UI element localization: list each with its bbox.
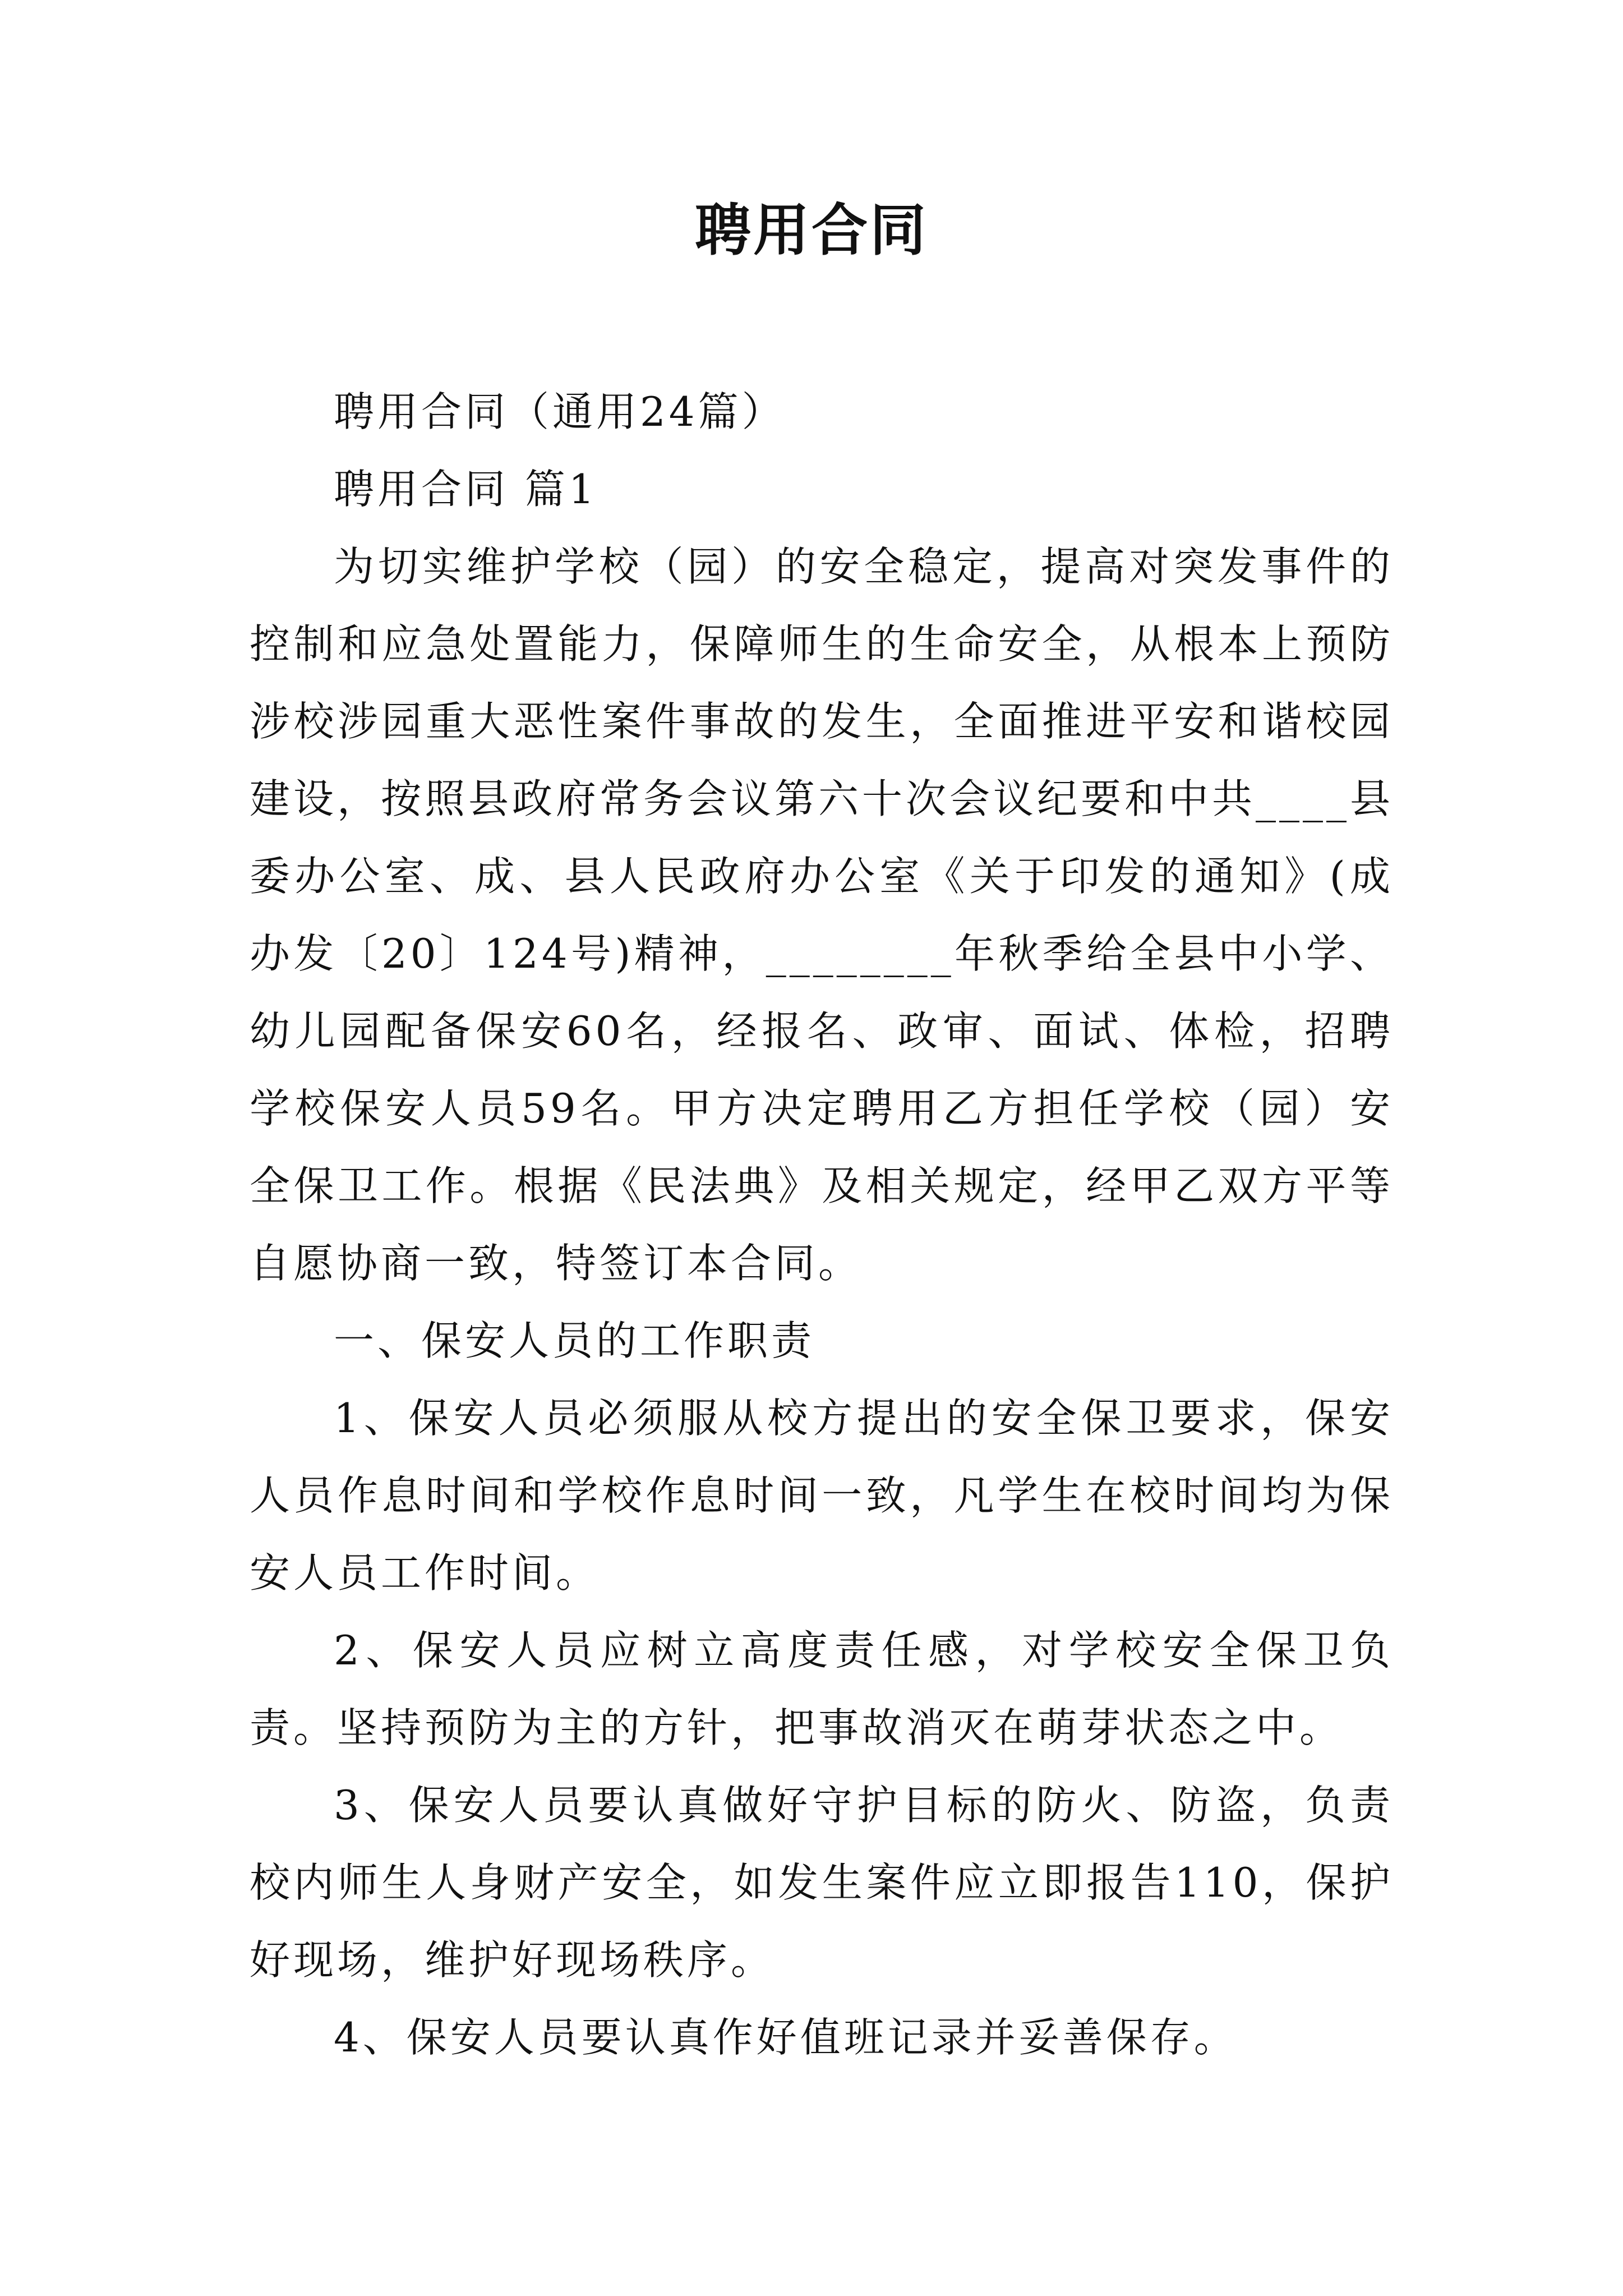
section-heading-paragraph: 聘用合同 篇1 bbox=[334, 466, 598, 513]
intro-paragraph: 为切实维护学校（园）的安全稳定，提高对突发事件的控制和应急处置能力，保障师生的生命安全，从根本上预防涉校涉园重大恶性案件事故的发生，全面推进平安和谐校园建设，按照县政府常务会议第六十次会议纪要和中共____县委办公室、成、县人民政府办公室《关于印发的通知》(成办发〔20〕124号)精神，________年秋季给全县中小学、幼儿园配备保安60名，经报名、政审、面试、体检，招聘学校保安人员59名。甲方决定聘用乙方担任学校（园）安全保卫工作。根据《民法典》及相关规定，经甲乙双方平等自愿协商一致，特签订本合同。 bbox=[250, 543, 1394, 1287]
subtitle-paragraph: 聘用合同（通用24篇） bbox=[334, 388, 786, 435]
duty-item-paragraph: 2、保安人员应树立高度责任感，对学校安全保卫负责。坚持预防为主的方针，把事故消灭在萌芽状态之中。 bbox=[250, 1627, 1394, 1751]
document-body bbox=[250, 373, 1394, 2076]
document-title: 聘用合同 bbox=[695, 197, 928, 263]
duty-item-paragraph: 3、保安人员要认真做好守护目标的防火、防盗，负责校内师生人身财产安全，如发生案件应立即报告110，保护好现场，维护好现场秩序。 bbox=[250, 1782, 1394, 1984]
duty-item-paragraph: 1、保安人员必须服从校方提出的安全保卫要求，保安人员作息时间和学校作息时间一致，凡学生在校时间均为保安人员工作时间。 bbox=[250, 1395, 1394, 1596]
duty-item-paragraph: 4、保安人员要认真作好值班记录并妥善保存。 bbox=[334, 2014, 1238, 2061]
duties-heading-paragraph: 一、保安人员的工作职责 bbox=[334, 1317, 815, 1364]
